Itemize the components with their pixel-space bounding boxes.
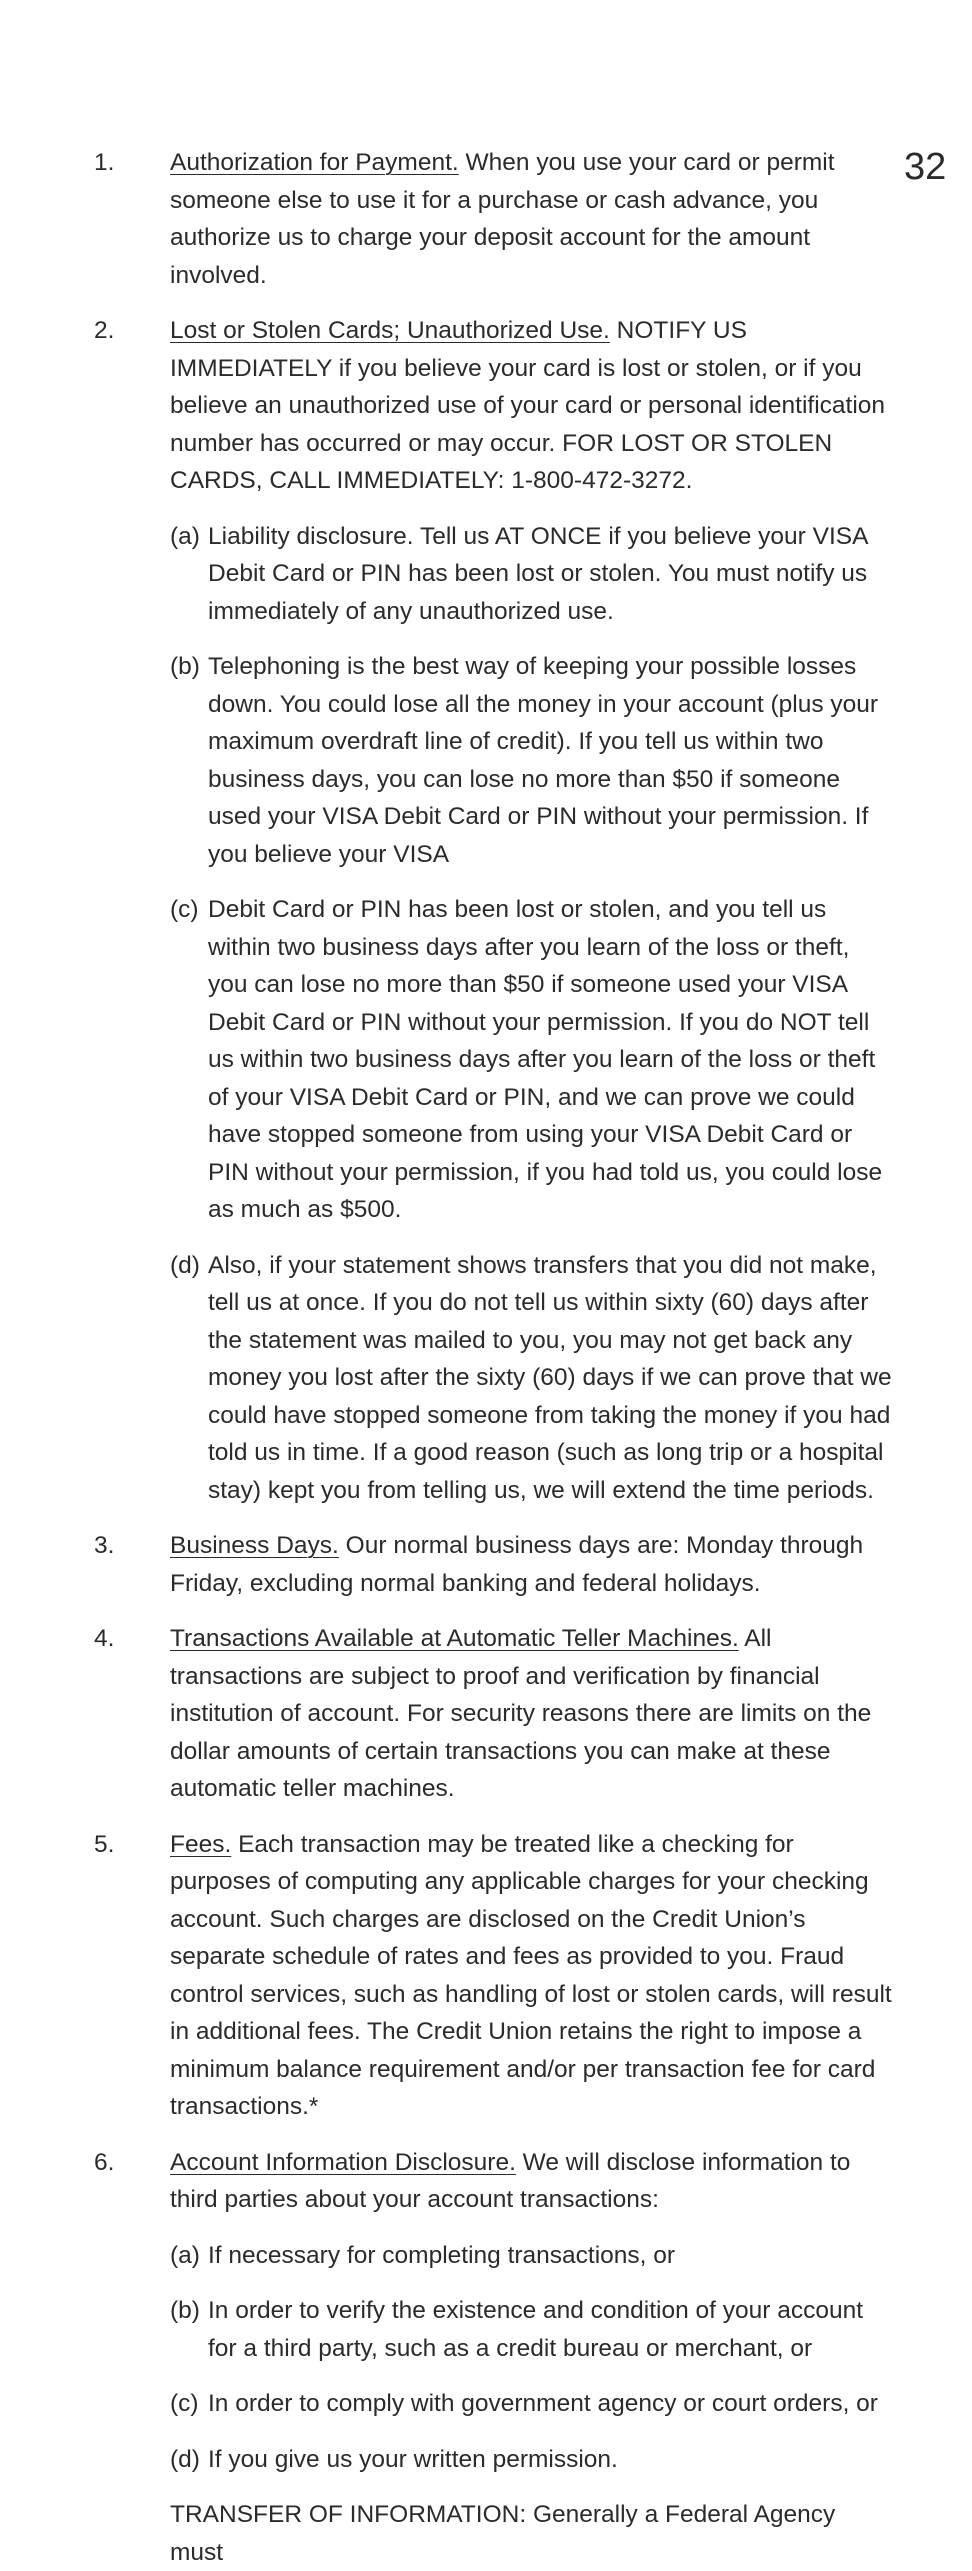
item-number: 5.	[94, 1830, 115, 1858]
item-heading: Fees.	[170, 1830, 232, 1858]
sub-item-letter: (a)	[170, 2241, 200, 2269]
item-text: Our normal business days are: Monday through Friday, excluding normal banking and federal holidays.	[170, 1532, 864, 1597]
sub-item-letter: (b)	[170, 2297, 200, 2324]
sub-item	[170, 2441, 894, 2479]
sub-item-letter: (c)	[170, 896, 199, 923]
item-number: 1.	[94, 149, 115, 176]
item-number: 6.	[94, 2148, 115, 2176]
lost-stolen-subitems	[170, 518, 894, 1510]
term-item-business-days	[94, 1527, 894, 1602]
sub-item	[170, 2237, 894, 2275]
item-heading: Lost or Stolen Cards; Unauthorized Use.	[170, 317, 610, 344]
transfer-of-information-text: TRANSFER OF INFORMATION: Generally a Federal Agency must	[170, 2501, 836, 2566]
sub-item-text: If you give us your written permission.	[208, 2445, 618, 2473]
item-text: NOTIFY US IMMEDIATELY if you believe your card is lost or stolen, or if you believe an unauthorized use of your card or personal identification number has occurred or may occur. FOR LOST OR STOLEN CARDS, CALL IMMEDIATELY: 1-800-472-3272.	[170, 317, 886, 494]
item-heading: Account Information Disclosure.	[170, 2148, 516, 2176]
sub-item	[170, 518, 894, 631]
sub-item-text: Debit Card or PIN has been lost or stolen, and you tell us within two business days after you learn of the loss or theft, you can lose no more than $50 if someone used your VISA Debit Card or PIN without your permission. If you do NOT tell us within two business days after you learn of the loss or theft of your VISA Debit Card or PIN, and we can prove we could have stopped someone from using your VISA Debit Card or PIN without your permission, if you had told us, you could lose as much as $500.	[208, 896, 883, 1223]
sub-item-letter: (b)	[170, 653, 200, 680]
sub-item-text: Telephoning is the best way of keeping your possible losses down. You could lose all the money in your account (plus your maximum overdraft line of credit). If you tell us within two business days, you can lose no more than $50 if someone used your VISA Debit Card or PIN without your permission. If you believe your VISA	[208, 653, 879, 868]
item-text: All transactions are subject to proof and verification by financial institution of account. For security reasons there are limits on the dollar amounts of certain transactions you can make at these automatic teller machines.	[170, 1625, 872, 1802]
sub-item-text: If necessary for completing transactions, or	[208, 2241, 676, 2269]
item-number: 2.	[94, 317, 115, 344]
term-item-authorization	[94, 144, 894, 294]
sub-item-text: In order to comply with government agency or court orders, or	[208, 2390, 878, 2417]
sub-item-text: Liability disclosure. Tell us AT ONCE if you believe your VISA Debit Card or PIN has been lost or stolen. You must notify us immediately of any unauthorized use.	[208, 522, 868, 625]
page-number: 32	[904, 146, 947, 188]
terms-content	[94, 144, 894, 2571]
term-item-account-disclosure	[94, 2144, 894, 2219]
sub-item	[170, 1247, 894, 1510]
item-number: 4.	[94, 1625, 115, 1652]
item-text: Each transaction may be treated like a checking for purposes of computing any applicable charges for your checking account. Such charges are disclosed on the Credit Union’s separate schedule of rates and fees as provided to you. Fraud control services, such as handling of lost or stolen cards, will result in additional fees. The Credit Union retains the right to impose a minimum balance requirement and/or per transaction fee for card transactions.*	[170, 1830, 892, 2120]
item-number: 3.	[94, 1532, 115, 1559]
sub-item	[170, 2292, 894, 2367]
item-heading: Business Days.	[170, 1532, 339, 1559]
sub-item	[170, 2385, 894, 2423]
sub-item	[170, 891, 894, 1229]
term-item-lost-stolen	[94, 312, 894, 500]
item-text: We will disclose information to third parties about your account transactions:	[170, 2148, 851, 2213]
sub-item-letter: (c)	[170, 2390, 199, 2417]
sub-item-letter: (a)	[170, 522, 200, 550]
sub-item-letter: (d)	[170, 2445, 200, 2473]
term-item-atm-transactions	[94, 1620, 894, 1808]
item-text: When you use your card or permit someone else to use it for a purchase or cash advance, you authorize us to charge your deposit account for the amount involved.	[170, 149, 835, 289]
sub-item-text: In order to verify the existence and condition of your account for a third party, such as a credit bureau or merchant, or	[208, 2297, 864, 2362]
disclosure-subitems	[170, 2237, 894, 2479]
sub-item-text: Also, if your statement shows transfers that you did not make, tell us at once. If you do not tell us within sixty (60) days after the statement was mailed to you, you may not get back any money you lost after the sixty (60) days if we can prove that we could have stopped someone from taking the money if you had told us in time. If a good reason (such as long trip or a hospital stay) kept you from telling us, we will extend the time periods.	[208, 1251, 892, 1504]
item-heading: Authorization for Payment.	[170, 149, 459, 176]
item-heading: Transactions Available at Automatic Teller Machines.	[170, 1625, 739, 1652]
sub-item	[170, 648, 894, 873]
term-item-fees	[94, 1826, 894, 2126]
sub-item-letter: (d)	[170, 1251, 200, 1279]
